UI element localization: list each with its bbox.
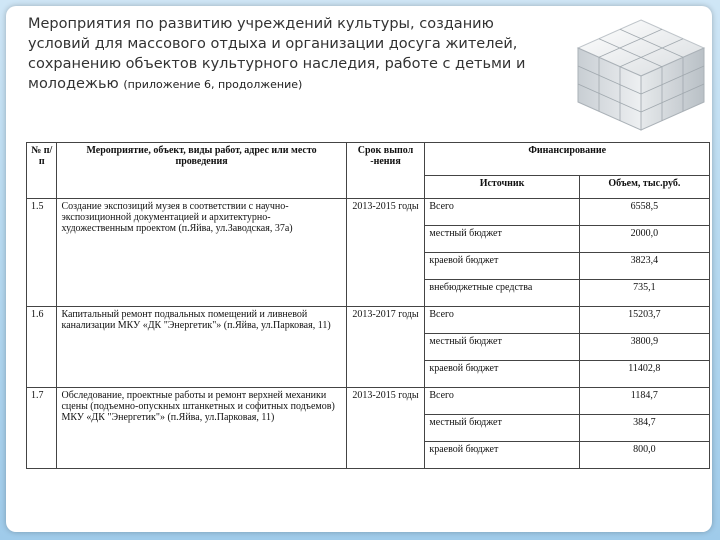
- row-amount: 6558,5: [579, 199, 709, 226]
- title-note: (приложение 6, продолжение): [123, 78, 303, 91]
- row-source: местный бюджет: [425, 226, 579, 253]
- title-main: Мероприятия по развитию учреждений культуры, созданию условий для массового отдыха и организации досуга жителей, сохранению объектов культурного наследия, работе с детьми и молодежью: [28, 16, 526, 92]
- row-amount: 735,1: [579, 280, 709, 307]
- header-date: Срок выпол -нения: [346, 143, 425, 199]
- page-title: [28, 14, 538, 95]
- header-financing: Финансирование: [425, 143, 710, 176]
- row-amount: 3823,4: [579, 253, 709, 280]
- row-amount: 800,0: [579, 442, 709, 469]
- row-source: Всего: [425, 199, 579, 226]
- row-amount: 3800,9: [579, 334, 709, 361]
- cube-decoration-icon: [566, 14, 712, 134]
- row-source: краевой бюджет: [425, 361, 579, 388]
- content-panel: [6, 6, 712, 532]
- row-source: внебюджетные средства: [425, 280, 579, 307]
- row-amount: 2000,0: [579, 226, 709, 253]
- table-row: [27, 199, 710, 226]
- row-event: Обследование, проектные работы и ремонт верхней механики сцены (подъемно-опускных штанкетных и софитных подъемов) МКУ «ДК "Энергетик"» (п.Яйва, ул.Парковая, 11): [57, 388, 346, 469]
- row-event: Капитальный ремонт подвальных помещений и ливневой канализации МКУ «ДК "Энергетик"» (п.Яйва, ул.Парковая, 11): [57, 307, 346, 388]
- table-header-row: [27, 143, 710, 176]
- row-amount: 384,7: [579, 415, 709, 442]
- row-amount: 15203,7: [579, 307, 709, 334]
- row-source: краевой бюджет: [425, 253, 579, 280]
- financing-table-area: [26, 142, 710, 532]
- row-no: 1.7: [27, 388, 57, 469]
- row-date: 2013-2015 годы: [346, 388, 425, 469]
- row-source: Всего: [425, 307, 579, 334]
- row-no: 1.5: [27, 199, 57, 307]
- row-no: 1.6: [27, 307, 57, 388]
- row-source: местный бюджет: [425, 334, 579, 361]
- header-no: № п/п: [27, 143, 57, 199]
- table-row: [27, 388, 710, 415]
- header-amount: Объем, тыс.руб.: [579, 176, 709, 199]
- row-amount: 1184,7: [579, 388, 709, 415]
- header-event: Мероприятие, объект, виды работ, адрес или место проведения: [57, 143, 346, 199]
- row-date: 2013-2015 годы: [346, 199, 425, 307]
- header-source: Источник: [425, 176, 579, 199]
- row-source: краевой бюджет: [425, 442, 579, 469]
- row-date: 2013-2017 годы: [346, 307, 425, 388]
- row-amount: 11402,8: [579, 361, 709, 388]
- row-event: Создание экспозиций музея в соответствии с научно-экспозиционной документацией и архитектурно-художественным проектом (п.Яйва, ул.Заводская, 37а): [57, 199, 346, 307]
- row-source: местный бюджет: [425, 415, 579, 442]
- financing-table: [26, 142, 710, 469]
- table-row: [27, 307, 710, 334]
- row-source: Всего: [425, 388, 579, 415]
